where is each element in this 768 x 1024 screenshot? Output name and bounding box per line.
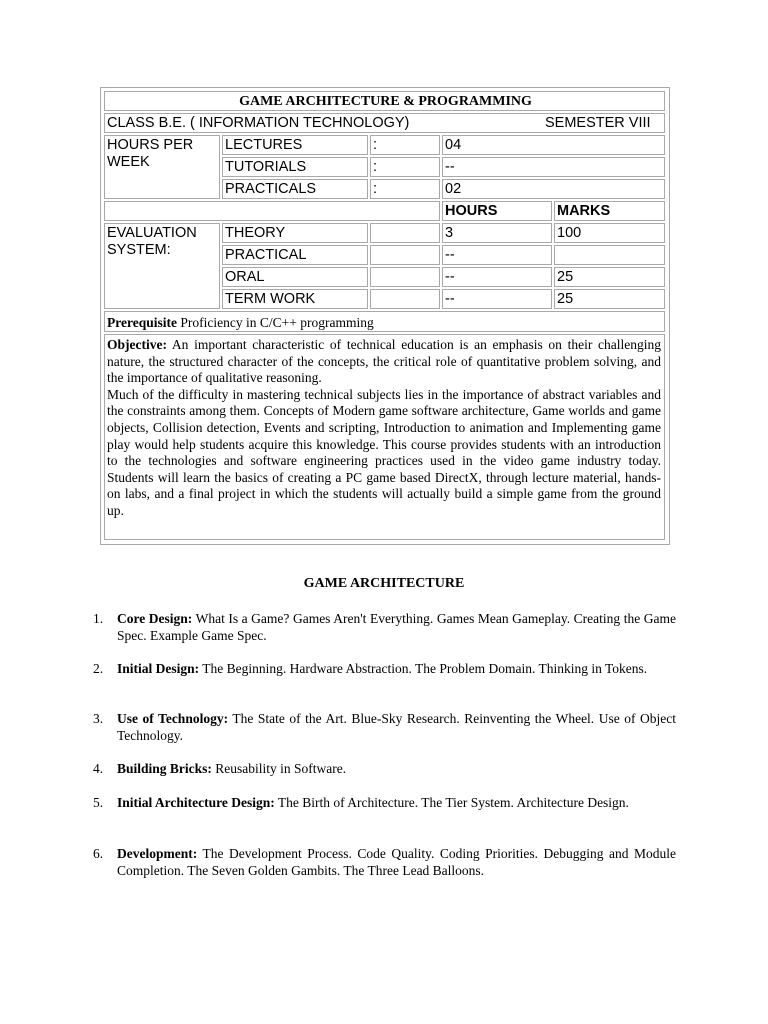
- class-label: CLASS B.E. ( INFORMATION TECHNOLOGY): [107, 115, 410, 131]
- course-title: GAME ARCHITECTURE & PROGRAMMING: [239, 94, 532, 109]
- lectures-label: LECTURES: [225, 137, 303, 153]
- oral-marks: 25: [557, 269, 574, 285]
- list-item-heading: Initial Architecture Design:: [117, 795, 275, 810]
- list-item-heading: Use of Technology:: [117, 711, 229, 726]
- oral-marks-cell: [554, 267, 665, 287]
- termwork-marks-cell: [554, 289, 665, 309]
- oral-blank-cell: [370, 267, 440, 287]
- list-item-number: 6.: [93, 846, 104, 861]
- theory-name-cell: [222, 223, 368, 243]
- list-item-number: 2.: [93, 661, 104, 676]
- tutorials-label: TUTORIALS: [225, 159, 307, 175]
- practical-blank-cell: [370, 245, 440, 265]
- list-item-heading: Core Design:: [117, 611, 193, 626]
- lectures-sep-cell: [370, 135, 440, 155]
- evaluation-system-cell: [104, 223, 220, 309]
- lectures-value-cell: [442, 135, 665, 155]
- practicals-name-cell: [222, 179, 368, 199]
- termwork-name-cell: [222, 289, 368, 309]
- class-cell: [104, 113, 665, 133]
- list-item-text: The Development Process. Code Quality. Coding Priorities. Debugging and Module Completion. The Seven Golden Gambits. The Three Lead Balloons.: [117, 846, 676, 878]
- list-item-heading: Building Bricks:: [117, 761, 212, 776]
- theory-marks: 100: [557, 225, 582, 241]
- list-item-number: 1.: [93, 611, 104, 626]
- objective-paragraph-2: Much of the difficulty in mastering technical subjects lies in the importance of abstract variables and the constraints among them. Concepts of Modern game software architecture, Game worlds and game objects, Collision detection, Events and scripting, Introduction to animation and Implementing game play would help students acquire this knowledge. This course provides students with an introduction to the technologies and software engineering practices used in the video game industry today. Students will learn the basics of creating a PC game based DirectX, through lecture material, hands-on labs, and a final project in which the students will actually build a simple game from the ground up.: [107, 386, 661, 518]
- theory-blank-cell: [370, 223, 440, 243]
- eval-header-blank-cell: [104, 201, 440, 221]
- tutorials-name-cell: [222, 157, 368, 177]
- practicals-sep: :: [373, 181, 378, 197]
- list-item-number: 4.: [93, 761, 104, 776]
- syllabus-table: [100, 87, 670, 545]
- objective-label: Objective:: [107, 337, 167, 352]
- practical-hours: --: [445, 247, 455, 263]
- eval-header-marks-cell: [554, 201, 665, 221]
- tutorials-sep: :: [373, 159, 378, 175]
- theory-hours-cell: [442, 223, 552, 243]
- list-item-text: The State of the Art. Blue-Sky Research. Reinventing the Wheel. Use of Object Technology.: [117, 711, 676, 743]
- list-item-heading: Initial Design:: [117, 661, 200, 676]
- objective-cell: [104, 334, 665, 540]
- termwork-label: TERM WORK: [225, 291, 316, 307]
- list-item-number: 5.: [93, 795, 104, 810]
- termwork-hours: --: [445, 291, 455, 307]
- lectures-name-cell: [222, 135, 368, 155]
- termwork-hours-cell: [442, 289, 552, 309]
- eval-header-hours-cell: [442, 201, 552, 221]
- tutorials-sep-cell: [370, 157, 440, 177]
- list-item-text: The Birth of Architecture. The Tier System. Architecture Design.: [274, 795, 629, 810]
- objective-text-1: An important characteristic of technical education is an emphasis on their challenging nature, the structured character of the concepts, the critical role of quantitative problem solving, and the importance of qualitative reasoning.: [107, 337, 661, 386]
- marks-header: MARKS: [557, 203, 611, 219]
- hours-per-week-cell: [104, 135, 220, 199]
- practicals-value: 02: [445, 181, 462, 197]
- oral-name-cell: [222, 267, 368, 287]
- oral-label: ORAL: [225, 269, 265, 285]
- practicals-label: PRACTICALS: [225, 181, 317, 197]
- prerequisite-text: Proficiency in C/C++ programming: [177, 315, 374, 330]
- practical-label: PRACTICAL: [225, 247, 307, 263]
- hours-header: HOURS: [445, 203, 498, 219]
- practical-name-cell: [222, 245, 368, 265]
- list-item-text: Reusability in Software.: [211, 761, 347, 776]
- lectures-sep: :: [373, 137, 378, 153]
- course-title-cell: [104, 91, 665, 111]
- practicals-sep-cell: [370, 179, 440, 199]
- theory-hours: 3: [445, 225, 454, 241]
- lectures-value: 04: [445, 137, 462, 153]
- termwork-marks: 25: [557, 291, 574, 307]
- oral-hours-cell: [442, 267, 552, 287]
- section-title: GAME ARCHITECTURE: [303, 576, 465, 591]
- termwork-blank-cell: [370, 289, 440, 309]
- list-item-number: 3.: [93, 711, 104, 726]
- evaluation-system-label: EVALUATION SYSTEM:: [107, 225, 197, 258]
- list-item-text: What Is a Game? Games Aren't Everything. Games Mean Gameplay. Creating the Game Spec. Example Game Spec.: [117, 611, 676, 643]
- tutorials-value: --: [445, 159, 455, 175]
- list-item-heading: Development:: [117, 846, 198, 861]
- objective-paragraph-1: [107, 337, 661, 387]
- practical-marks-cell: [554, 245, 665, 265]
- list-item-text: The Beginning. Hardware Abstraction. The Problem Domain. Thinking in Tokens.: [199, 661, 648, 676]
- hours-per-week-label: HOURS PER WEEK: [107, 137, 194, 170]
- practical-hours-cell: [442, 245, 552, 265]
- practicals-value-cell: [442, 179, 665, 199]
- theory-label: THEORY: [225, 225, 286, 241]
- tutorials-value-cell: [442, 157, 665, 177]
- semester-label: SEMESTER VIII: [545, 115, 651, 131]
- prerequisite-cell: [104, 311, 665, 332]
- oral-hours: --: [445, 269, 455, 285]
- prerequisite-label: Prerequisite: [107, 315, 177, 330]
- theory-marks-cell: [554, 223, 665, 243]
